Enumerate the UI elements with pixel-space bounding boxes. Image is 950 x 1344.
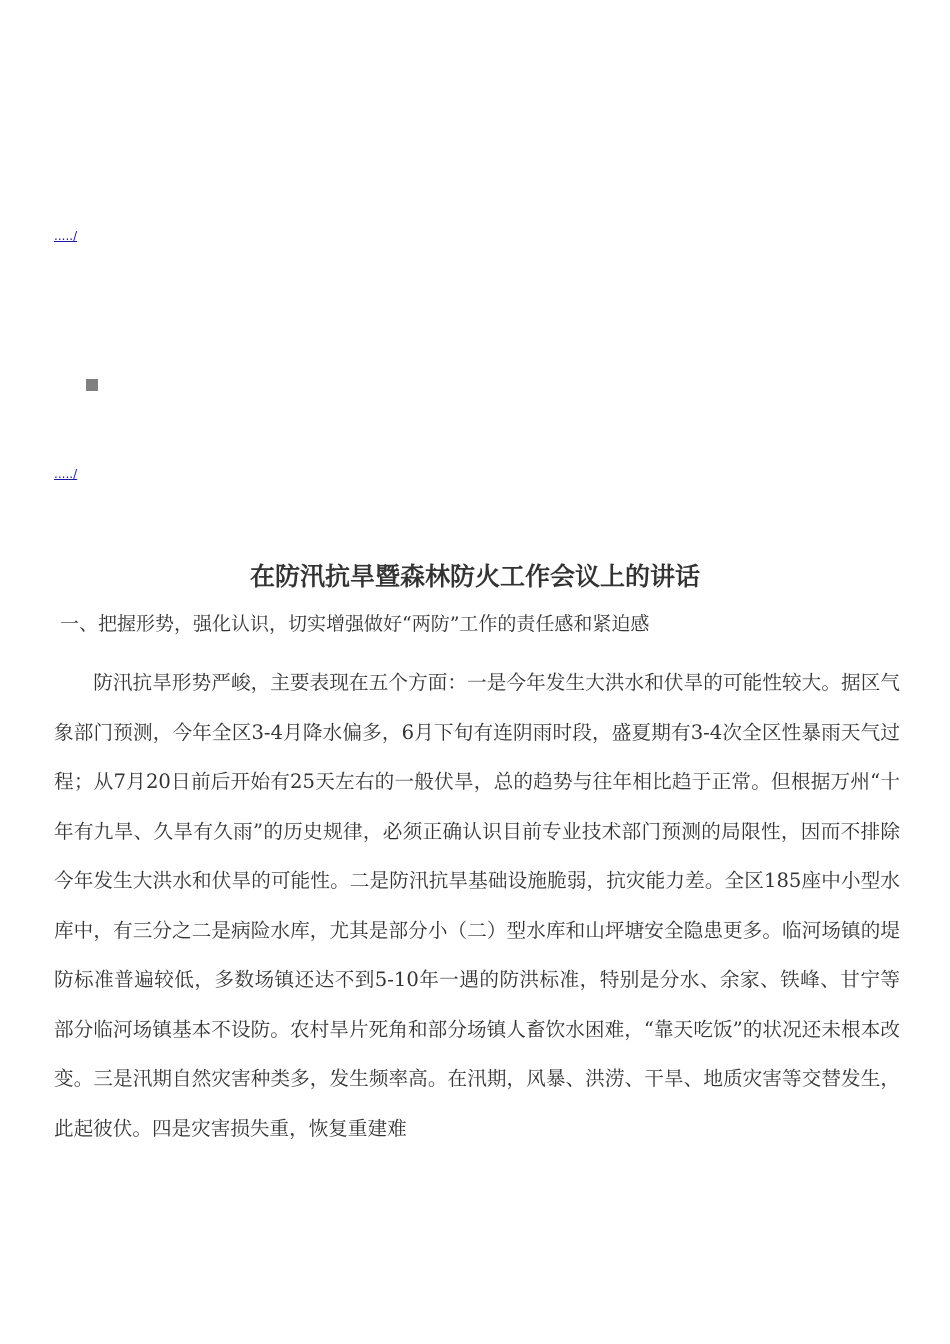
- document-title: 在防汛抗旱暨森林防火工作会议上的讲话: [249, 562, 700, 591]
- body-paragraph: 防汛抗旱形势严峻，主要表现在五个方面：一是今年发生大洪水和伏旱的可能性较大。据区气象部门预测，今年全区3-4月降水偏多，6月下旬有连阴雨时段，盛夏期有3-4次全区性暴雨天气过程；从7月20日前后开始有25天左右的一般伏旱，总的趋势与往年相比趋于正常。但根据万州“十年有九旱、久旱有久雨”的历史规律，必须正确认识目前专业技术部门预测的局限性，因而不排除今年发生大洪水和伏旱的可能性。二是防汛抗旱基础设施脆弱，抗灾能力差。全区185座中小型水库中，有三分之二是病险水库，尤其是部分小（二）型水库和山坪塘安全隐患更多。临河场镇的堤防标准普遍较低，多数场镇还达不到5-10年一遇的防洪标准，特别是分水、余家、铁峰、甘宁等部分临河场镇基本不设防。农村旱片死角和部分场镇人畜饮水困难，“靠天吃饭”的状况还未根本改变。三是汛期自然灾害种类多，发生频率高。在汛期，风暴、洪涝、干旱、地质灾害等交替发生，此起彼伏。四是灾害损失重，恢复重建难: [54, 671, 900, 1140]
- top-link-1[interactable]: ...../: [54, 229, 78, 243]
- top-link-2[interactable]: ...../: [54, 467, 78, 481]
- square-bullet-icon: [86, 379, 98, 391]
- section-heading: 一、把握形势，强化认识，切实增强做好“两防”工作的责任感和紧迫感: [60, 613, 650, 635]
